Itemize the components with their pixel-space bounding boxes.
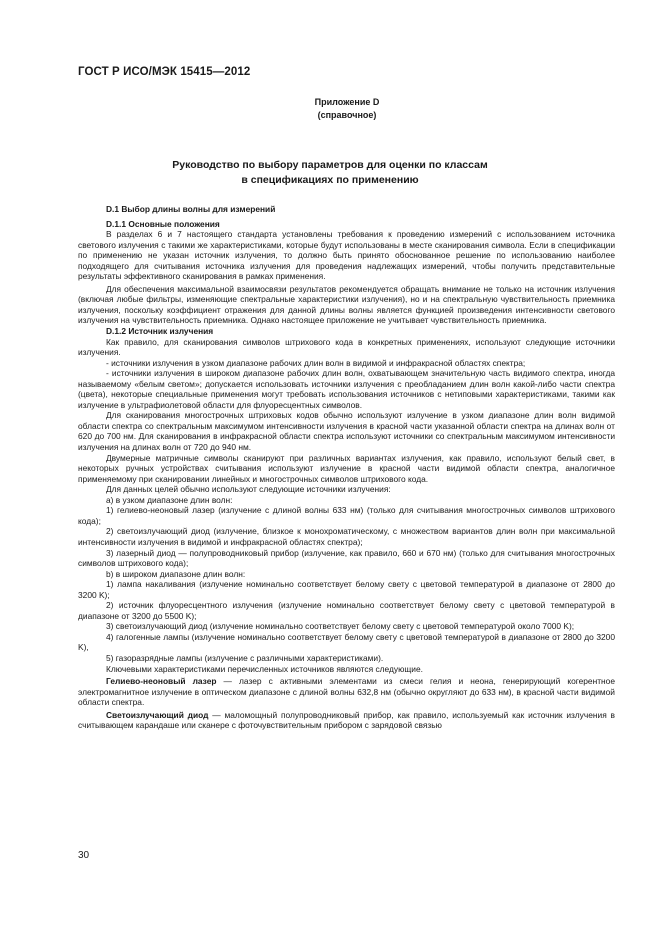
document-title xyxy=(120,158,540,188)
page-number: 30 xyxy=(78,850,90,861)
term: Светоизлучающий диод xyxy=(106,709,209,720)
paragraph: Для сканирования многострочных штриховых кодов обычно используют излучение в узком диапазоне длин волн видимой области спектра со спектральным максимумом интенсивности излучения в красной части указанной области спектра на длинах волн от 620 до 700 нм. Для сканирования в инфракрасной области спектра используют источники со спектральным максимумом интенсивности излучения на длинах волн от 720 до 940 нм. xyxy=(78,410,615,453)
appendix-type: (справочное) xyxy=(317,109,377,120)
definition-paragraph xyxy=(78,710,615,731)
paragraph: Для обеспечения максимальной взаимосвязи результатов рекомендуется обращать внимание не только на источник излучения (включая любые фильтры, изменяющие спектральные характеристики излучения), но и на спектральную чувствительность приемника излучения, поскольку коэффициент отражения для данной длины волны является функцией произведения интенсивности светового излучения на чувствительность приемника. Однако настоящее приложение не учитывает чувствительность приемника. xyxy=(78,283,615,326)
paragraph: Ключевыми характеристиками перечисленных источников являются следующие. xyxy=(106,663,423,674)
section-heading: D.1 Выбор длины волны для измерений xyxy=(106,204,276,214)
list-item: - источники излучения в узком диапазоне рабочих длин волн в видимой и инфракрасной областях спектра; xyxy=(106,357,526,368)
list-item: 3) светоизлучающий диод (излучение номинально соответствует белому свету с цветовой температурой около 7000 K); xyxy=(106,621,575,632)
paragraph: Двумерные матричные символы сканируют при различных вариантах излучения, как правило, используют белый свет, в некоторых ручных устройствах считывания используют излучение в красной части видимой области спектра, аналогичное применяемому при сканировании линейных и многострочных символов штрихового кода. xyxy=(78,452,615,484)
list-item: 1) гелиево-неоновый лазер (излучение с длиной волны 633 нм) (только для считывания многострочных символов штрихового кода); xyxy=(78,505,615,526)
title-line-2: в спецификациях по применению xyxy=(241,174,419,186)
definition-paragraph xyxy=(78,676,615,708)
list-item: 1) лампа накаливания (излучение номинально соответствует белому свету с цветовой температурой в диапазоне от 2800 до 3200 K); xyxy=(78,579,615,600)
list-item: b) в широком диапазоне длин волн: xyxy=(106,568,246,579)
paragraph: В разделах 6 и 7 настоящего стандарта установлены требования к проведению измерений с использованием источника светового излучения с такими же характеристиками, которые будут использованы в месте сканирования символа. Если в спецификации по применению не указан источник излучения, то должно быть принято обоснованное решение по использованию наиболее подходящего для считывания источника излучения для проведения надлежащих измерений, чтобы получить представительные результаты эффективного сканирования в рамках применения. xyxy=(78,229,615,282)
list-item: 3) лазерный диод — полупроводниковый прибор (излучение, как правило, 660 и 670 нм) (только для считывания многострочных символов штрихового кода); xyxy=(78,547,615,569)
paragraph: Для данных целей обычно используют следующие источники излучения: xyxy=(106,484,391,495)
standard-header: ГОСТ Р ИСО/МЭК 15415—2012 xyxy=(78,66,251,78)
subsection-heading: D.1.1 Основные положения xyxy=(106,218,220,229)
paragraph: Как правило, для сканирования символов штрихового кода в конкретных применениях, используют следующие источники излучения. xyxy=(78,336,615,358)
list-item: a) в узком диапазоне длин волн: xyxy=(106,494,233,505)
list-item: 2) источник флуоресцентного излучения (излучение номинально соответствует белому свету с цветовой температурой в диапазоне от 3200 до 5500 K); xyxy=(78,600,615,621)
term: Гелиево-неоновый лазер xyxy=(106,676,217,687)
list-item: 5) газоразрядные лампы (излучение с различными характеристиками). xyxy=(106,652,384,663)
definition: — лазер с активными элементами из смеси гелия и неона, генерирующий когерентное электромагнитное излучение в оптическом диапазоне с длиной волны 632,8 нм (обычно округляют до 633 нм), в красной части видимой области спектра. xyxy=(78,676,615,708)
subsection-heading: D.1.2 Источник излучения xyxy=(106,326,214,337)
document-body xyxy=(78,198,615,731)
definition: — маломощный полупроводниковый прибор, как правило, используемый как источник излучения в считывающем карандаше или сканере с фоточувствительным прибором с зарядовой связью xyxy=(78,709,615,731)
list-item: 4) галогенные лампы (излучение номинально соответствует белому свету с цветовой температурой в диапазоне от 2800 до 3200 K), xyxy=(78,631,615,653)
title-line-1: Руководство по выбору параметров для оценки по классам xyxy=(172,159,488,171)
appendix-title: Приложение D xyxy=(314,97,380,107)
list-item: - источники излучения в широком диапазоне рабочих длин волн, охватывающем значительную часть видимого спектра, иногда называемому «белым светом»; допускается использовать источники излучения с преобладанием длин волн какой-либо части спектра (цвета), некоторые специальные применения могут требовать использования источников с нетиповыми характеристиками, такими как излучение в ультрафиолетовой области для флуоресцентных символов. xyxy=(78,368,615,410)
appendix-label xyxy=(292,96,402,121)
list-item: 2) светоизлучающий диод (излучение, близкое к монохроматическому, с множеством вариантов длин волн при максимальной интенсивности излучения в видимой и инфракрасной областях спектра); xyxy=(78,526,615,547)
